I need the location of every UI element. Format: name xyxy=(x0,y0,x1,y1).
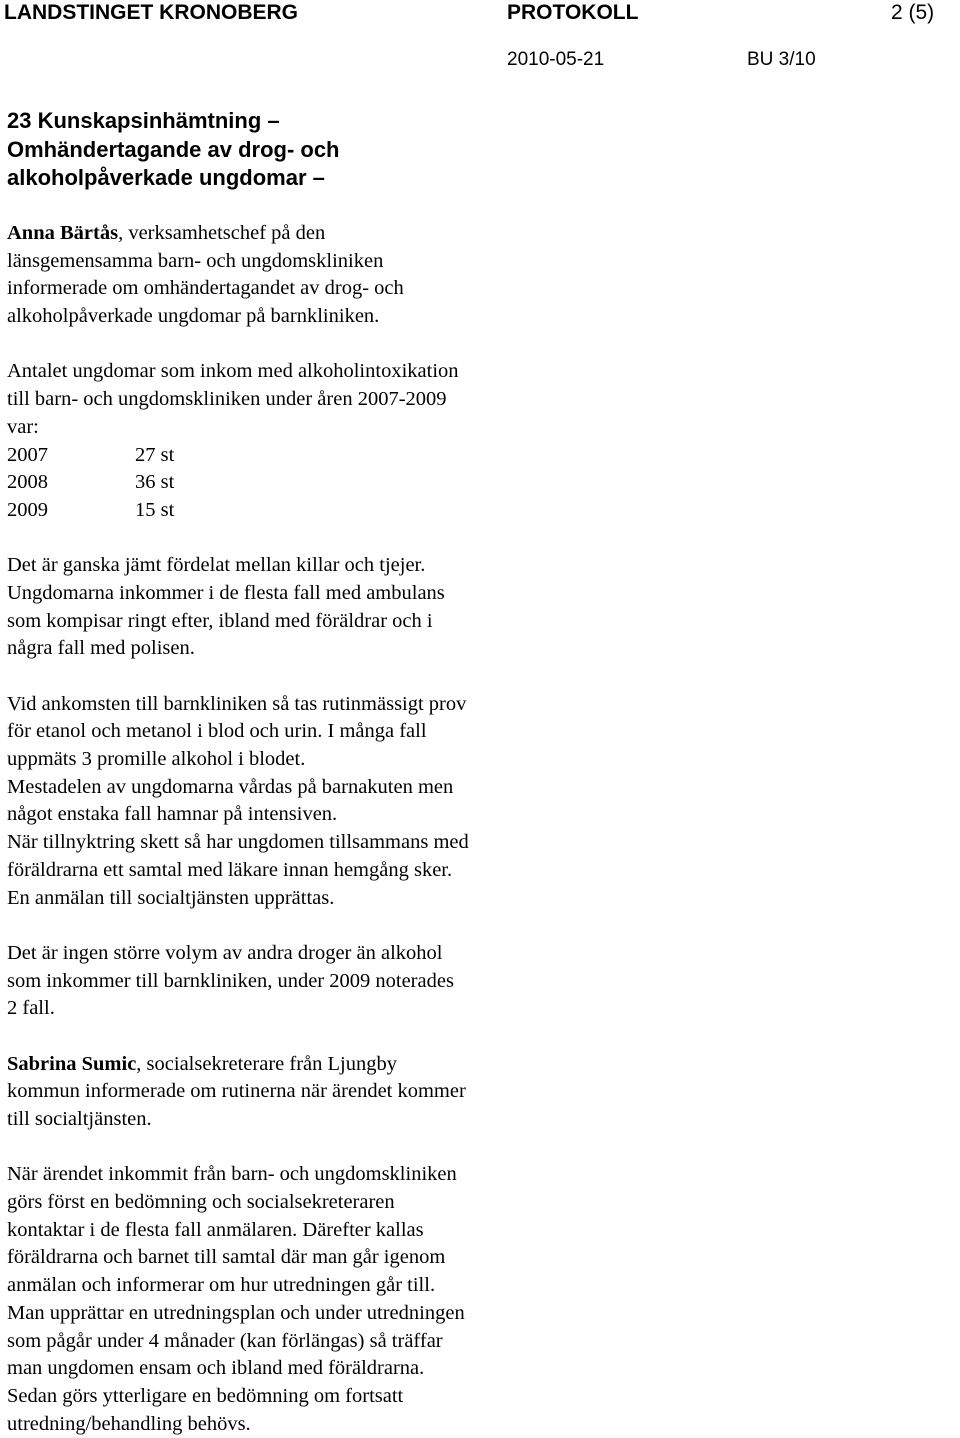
paragraph-gap xyxy=(7,663,607,691)
paragraph-line: Ungdomarna inkommer i de flesta fall med ambulans xyxy=(7,581,445,604)
page-number: 2 (5) xyxy=(891,1,935,24)
social-line xyxy=(7,1051,607,1079)
stats-row xyxy=(7,497,607,525)
heading-line: alkoholpåverkade ungdomar – xyxy=(7,165,325,190)
paragraph-line: En anmälan till socialtjänsten upprättas. xyxy=(7,886,335,909)
paragraph-line: som inkommer till barnkliniken, under 2009 noterades xyxy=(7,969,454,992)
paragraph-line: man ungdomen ensam och ibland med föräldrarna. xyxy=(7,1357,425,1380)
paragraph-line: 2 fall. xyxy=(7,997,55,1020)
stats-count: 36 st xyxy=(135,471,175,494)
paragraph-line: Sedan görs ytterligare en bedömning om fortsatt xyxy=(7,1384,404,1407)
stats-year: 2008 xyxy=(7,471,48,494)
document-body xyxy=(7,220,607,1438)
paragraph-line: Man upprättar en utredningsplan och under utredningen xyxy=(7,1301,465,1324)
document-reference: BU 3/10 xyxy=(747,49,816,70)
paragraph-line: görs först en bedömning och socialsekreteraren xyxy=(7,1191,395,1214)
paragraph-gap xyxy=(7,912,607,940)
intro-line: alkoholpåverkade ungdomar på barnkliniken. xyxy=(7,305,380,328)
paragraph-line: kontaktar i de flesta fall anmälaren. Därefter kallas xyxy=(7,1218,424,1241)
paragraph-line: Det är ganska jämt fördelat mellan killar och tjejer. xyxy=(7,554,426,577)
stats-line: var: xyxy=(7,415,39,438)
paragraph-line: Vid ankomsten till barnkliniken så tas rutinmässigt prov xyxy=(7,692,467,715)
stats-row xyxy=(7,469,607,497)
paragraph-line: för etanol och metanol i blod och urin. I många fall xyxy=(7,720,427,743)
intro-line: informerade om omhändertagandet av drog- och xyxy=(7,277,404,300)
stats-count: 27 st xyxy=(135,443,175,466)
paragraph-line: Mestadelen av ungdomarna vårdas på barnakuten men xyxy=(7,775,454,798)
heading-line: Omhändertagande av drog- och xyxy=(7,136,340,162)
stats-line: Antalet ungdomar som inkom med alkoholintoxikation xyxy=(7,360,459,383)
organization-name: LANDSTINGET KRONOBERG xyxy=(4,1,298,24)
paragraph-line: uppmäts 3 promille alkohol i blodet. xyxy=(7,748,306,771)
social-line: till socialtjänsten. xyxy=(7,1108,152,1130)
stats-line: till barn- och ungdomskliniken under åren 2007-2009 xyxy=(7,388,447,411)
paragraph-line: När tillnyktring skett så har ungdomen tillsammans med xyxy=(7,831,469,854)
paragraph-gap xyxy=(7,525,607,553)
document-date: 2010-05-21 xyxy=(507,49,605,70)
section-heading xyxy=(7,107,340,193)
paragraph-line: något enstaka fall hamnar på intensiven. xyxy=(7,803,338,826)
stats-row xyxy=(7,442,607,470)
stats-year: 2009 xyxy=(7,498,48,521)
speaker-name: Anna Bärtås xyxy=(7,222,119,244)
paragraph-line: När ärendet inkommit från barn- och ungdomskliniken xyxy=(7,1163,457,1186)
paragraph-line: föräldrarna och barnet till samtal där man går igenom xyxy=(7,1246,446,1269)
intro-line: länsgemensamma barn- och ungdomskliniken xyxy=(7,249,384,272)
paragraph-line: som pågår under 4 månader (kan förlängas) så träffar xyxy=(7,1329,443,1352)
paragraph-line: Det är ingen större volym av andra droger än alkohol xyxy=(7,941,443,964)
heading-line: 23 Kunskapsinhämtning – xyxy=(7,108,280,133)
paragraph-gap xyxy=(7,331,607,359)
paragraph-gap xyxy=(7,1023,607,1051)
paragraph-line: utredning/behandling behövs. xyxy=(7,1412,251,1435)
speaker-name: Sabrina Sumic xyxy=(7,1052,137,1075)
social-text: , socialsekreterare från Ljungby xyxy=(136,1052,397,1075)
document-type: PROTOKOLL xyxy=(507,1,639,24)
paragraph-line: anmälan och informerar om hur utredningen går till. xyxy=(7,1274,436,1297)
social-line: kommun informerade om rutinerna när ärendet kommer xyxy=(7,1080,466,1103)
paragraph-line: föräldrarna ett samtal med läkare innan hemgång sker. xyxy=(7,858,453,881)
intro-line xyxy=(7,220,607,248)
paragraph-line: som kompisar ringt efter, ibland med föräldrar och i xyxy=(7,609,433,632)
stats-year: 2007 xyxy=(7,443,48,466)
intro-text: , verksamhetschef på den xyxy=(118,222,326,244)
paragraph-line: några fall med polisen. xyxy=(7,637,195,660)
paragraph-gap xyxy=(7,1134,607,1162)
stats-count: 15 st xyxy=(135,498,175,521)
